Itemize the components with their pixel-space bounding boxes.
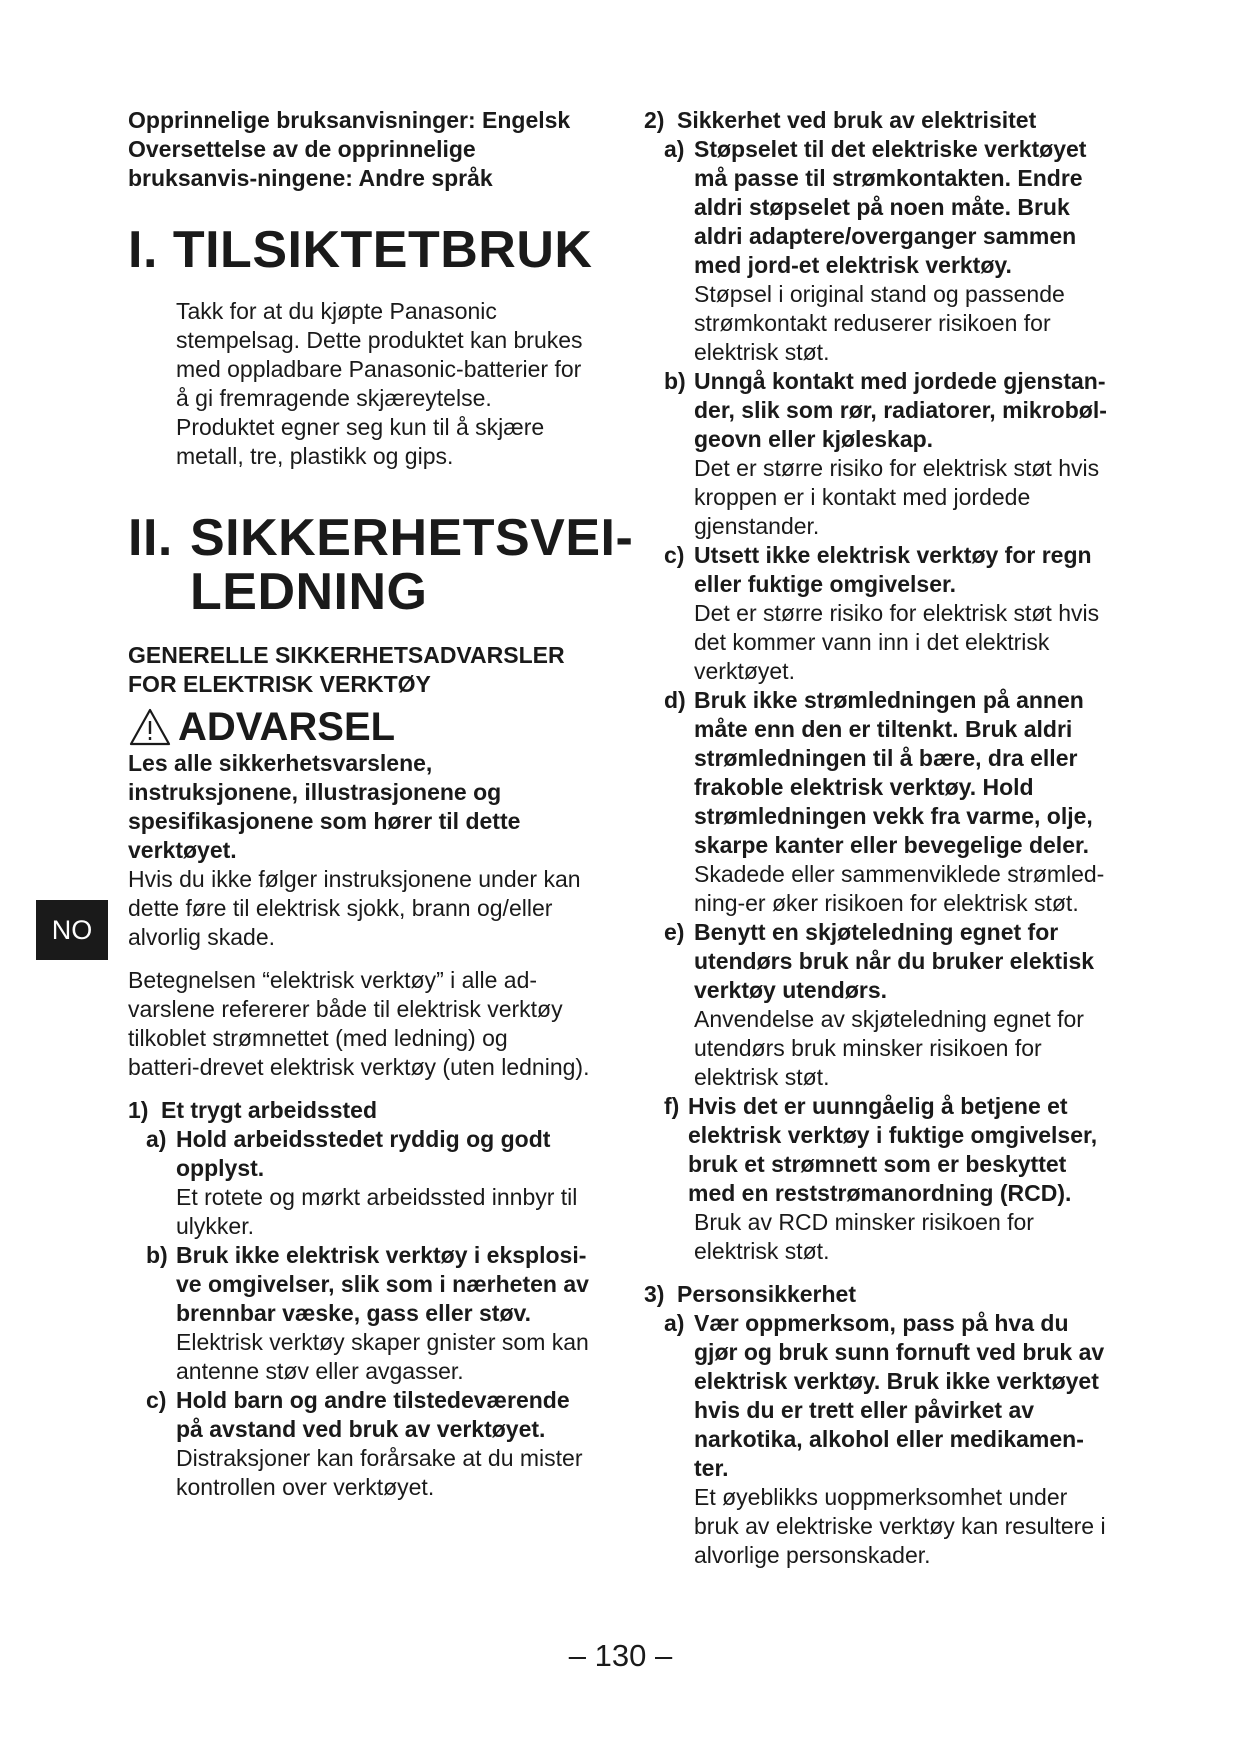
term-definition-text: Betegnelsen “elektrisk verktøy” i alle ad- varslene refererer både til elektrisk verktøy tilkoblet strømnettet (med ledning) og batteri-drevet elektrisk verktøy (uten ledning). [128, 967, 590, 1080]
warning-bold-text: Les alle sikkerhetsvarslene, instruksjonene, illustrasjonene og spesifikasjonene som hører til dette verktøyet. [128, 750, 521, 863]
work-area-items [146, 1125, 598, 1502]
list-item: e) Benytt en skjøteledning egnet for utendørs bruk når du bruker elektisk verktøy utendørs. Anvendelse av skjøteledning egnet for utendørs bruk minsker risikoen for elektrisk støt. [664, 919, 1095, 1090]
list-item: b) Unngå kontakt med jordede gjenstan- der, slik som rør, radiatorer, mikrobøl- geovn eller kjøleskap. Det er større risiko for elektrisk støt hvis kroppen er i kontakt med jordede gjenstander. [664, 368, 1107, 539]
warning-heading: ADVARSEL [128, 705, 598, 749]
electrical-safety-heading: 2) Sikkerhet ved bruk av elektrisitet [644, 107, 1037, 133]
personal-safety-heading: 3) Personsikkerhet [644, 1281, 856, 1307]
electrical-safety-items [664, 135, 1119, 1266]
page-number: – 130 – [568, 1638, 673, 1673]
warning-text: Hvis du ikke følger instruksjonene under kan dette føre til elektrisk sjokk, brann og/eller alvorlig skade. [128, 866, 581, 950]
list-item: c) Utsett ikke elektrisk verktøy for regn eller fuktige omgivelser. Det er større risiko for elektrisk støt hvis det kommer vann inn i det elektrisk verktøyet. [664, 542, 1100, 684]
list-item: c) Hold barn og andre tilstedeværende på avstand ved bruk av verktøyet. Distraksjoner kan forårsake at du mister kontrollen over verktøyet. [146, 1387, 583, 1500]
personal-safety-items [664, 1309, 1119, 1570]
original-instructions-note: Opprinnelige bruksanvisninger: Engelsk Oversettelse av de opprinnelige bruksanvis-ningene: Andre språk [128, 107, 571, 191]
language-tab: NO [36, 900, 108, 960]
list-item: a) Støpselet til det elektriske verktøyet må passe til strømkontakten. Endre aldri støpselet på noen måte. Bruk aldri adaptere/overganger sammen med jord-et elektrisk verktøy. Støpsel i original stand og passende strømkontakt reduserer risikoen for elektrisk støt. [664, 136, 1087, 365]
list-item: f) Hvis det er uunngåelig å betjene et elektrisk verktøy i fuktige omgivelser, bruk et strømnett som er beskyttet med en reststrømanordning (RCD). Bruk av RCD minsker risikoen for elektrisk støt. [664, 1093, 1098, 1264]
left-column [128, 106, 634, 1502]
list-item: a) Hold arbeidsstedet ryddig og godt opplyst. Et rotete og mørkt arbeidssted innbyr til ulykker. [146, 1126, 578, 1239]
section-2-title: II. SIKKERHETSVEI- LEDNING [128, 509, 634, 621]
list-item: b) Bruk ikke elektrisk verktøy i eksplosi- ve omgivelser, slik som i nærheten av brennbar væske, gass eller støv. Elektrisk verktøy skaper gnister som kan antenne støv eller avgasser. [146, 1242, 589, 1384]
work-area-heading: 1) Et trygt arbeidssted [128, 1097, 377, 1123]
general-warnings-heading: GENERELLE SIKKERHETSADVARSLER FOR ELEKTRISK VERKTØY [128, 642, 565, 697]
list-item: a) Vær oppmerksom, pass på hva du gjør og bruk sunn fornuft ved bruk av elektrisk verktøy. Bruk ikke verktøyet hvis du er trett eller påvirket av narkotika, alkohol eller medikamen- ter. Et øyeblikks uoppmerksomhet under bruk av elektriske verktøy kan resultere i alvorlige personskader. [664, 1310, 1106, 1568]
section-1-title: I. TILSIKTETBRUK [128, 221, 593, 279]
intended-use-text: Takk for at du kjøpte Panasonic stempelsag. Dette produktet kan brukes med oppladbare Panasonic-batterier for å gi fremragende skjæreytelse. Produktet egner seg kun til å skjære metall, tre, plastikk og gips. [176, 298, 583, 469]
right-column [644, 106, 1119, 1570]
warning-triangle-icon [128, 707, 172, 747]
list-item: d) Bruk ikke strømledningen på annen måte enn den er tiltenkt. Bruk aldri strømledningen til å bære, dra eller frakoble elektrisk verktøy. Hold strømledningen vekk fra varme, olje, skarpe kanter eller bevegelige deler. Skadede eller sammenviklede strømled- ning-er øker risikoen for elektrisk støt. [664, 687, 1105, 916]
